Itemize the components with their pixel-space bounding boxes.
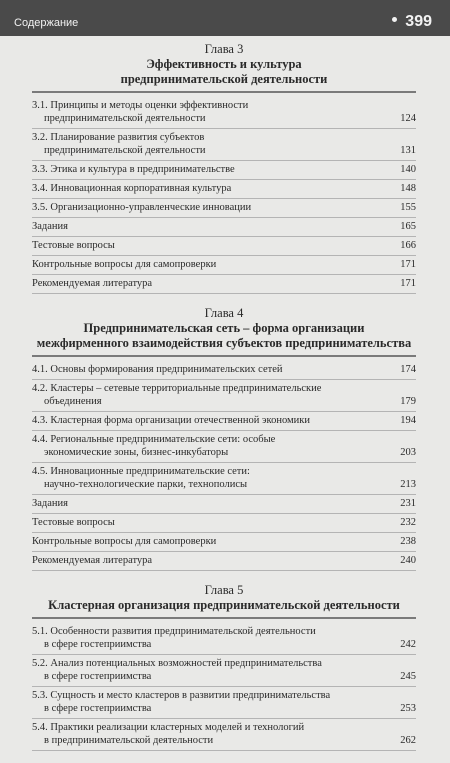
toc-entry — [32, 218, 416, 237]
toc-page-number: 171 — [400, 259, 416, 270]
toc-entry — [32, 97, 416, 129]
chapter-heading — [32, 42, 416, 87]
toc-page-number: 213 — [400, 479, 416, 490]
chapter-label: Глава 4 — [204, 306, 244, 320]
toc-page-number: 171 — [400, 278, 416, 289]
toc-page-number: 179 — [400, 396, 416, 407]
running-header — [0, 0, 450, 36]
toc-entry — [32, 463, 416, 495]
page-number: 399 — [392, 13, 432, 31]
toc-page-number: 124 — [400, 113, 416, 124]
chapter-title: Кластерная организация предпринимательской деятельности — [48, 598, 400, 612]
toc-entry-title: 4.4. Региональные предпринимательские сети: особые экономические зоны, бизнес-инкубаторы — [32, 434, 276, 458]
toc-entry — [32, 161, 416, 180]
toc-entry-title: 3.4. Инновационная корпоративная культура — [32, 183, 232, 194]
toc-page-number: 165 — [400, 221, 416, 232]
toc-entry — [32, 655, 416, 687]
toc-entry-title: 3.1. Принципы и методы оценки эффективности предпринимательской деятельности — [32, 100, 249, 124]
toc-page-number: 238 — [400, 536, 416, 547]
toc-entry-title: 4.2. Кластеры – сетевые территориальные предпринимательские объединения — [32, 383, 322, 407]
chapter-rule — [32, 355, 416, 357]
toc-page-number: 245 — [400, 671, 416, 682]
toc-entry — [32, 275, 416, 294]
toc-entry — [32, 687, 416, 719]
toc-page-number: 131 — [400, 145, 416, 156]
toc-entry-title: 3.3. Этика и культура в предпринимательстве — [32, 164, 235, 175]
toc-page-number: 232 — [400, 517, 416, 528]
chapter-heading — [32, 583, 416, 613]
toc-entry-title: 3.2. Планирование развития субъектов предпринимательской деятельности — [32, 132, 206, 156]
toc-entry — [32, 623, 416, 655]
toc-entry-title: 4.1. Основы формирования предпринимательских сетей — [32, 364, 283, 375]
toc-entry — [32, 533, 416, 552]
chapter-label: Глава 5 — [204, 583, 244, 597]
toc-entry-title: 5.3. Сущность и место кластеров в развитии предпринимательства в сфере гостеприимства — [32, 690, 331, 714]
toc-page-number: 240 — [400, 555, 416, 566]
toc-entry — [32, 180, 416, 199]
chapter-section — [32, 42, 416, 294]
toc-entry-title: 5.1. Особенности развития предпринимательской деятельности в сфере гостеприимства — [32, 626, 316, 650]
toc-entry-title: Контрольные вопросы для самопроверки — [32, 536, 217, 547]
toc-page-number: 166 — [400, 240, 416, 251]
toc-page-number: 262 — [400, 735, 416, 746]
chapter-title: Предпринимательская сеть – форма организации — [83, 321, 365, 335]
toc-entry — [32, 361, 416, 380]
table-of-contents — [32, 42, 416, 763]
chapter-title: Эффективность и культура — [146, 57, 302, 71]
toc-entry — [32, 237, 416, 256]
toc-entry-title: Задания — [32, 221, 68, 232]
toc-entry-title: Тестовые вопросы — [32, 240, 115, 251]
toc-entry — [32, 199, 416, 218]
toc-page-number: 174 — [400, 364, 416, 375]
toc-page-number: 148 — [400, 183, 416, 194]
chapter-heading — [32, 306, 416, 351]
toc-entry-title: 4.3. Кластерная форма организации отечественной экономики — [32, 415, 310, 426]
toc-entry-title: 4.5. Инновационные предпринимательские сети: научно-технологические парки, технополисы — [32, 466, 250, 490]
toc-entry — [32, 495, 416, 514]
toc-entry-title: Контрольные вопросы для самопроверки — [32, 259, 217, 270]
chapter-title: предпринимательской деятельности — [120, 72, 328, 86]
bullet-dot-icon — [392, 17, 397, 22]
toc-entry — [32, 412, 416, 431]
toc-entry-title: 3.5. Организационно-управленческие инновации — [32, 202, 252, 213]
toc-entry-title: 5.4. Практики реализации кластерных моделей и технологий в предпринимательской деятельности — [32, 722, 305, 746]
toc-entry — [32, 719, 416, 751]
toc-entry-title: Задания — [32, 498, 68, 509]
toc-entry — [32, 514, 416, 533]
chapter-title: межфирменного взаимодействия субъектов предпринимательства — [36, 336, 412, 350]
toc-page-number: 140 — [400, 164, 416, 175]
chapter-rule — [32, 617, 416, 619]
toc-entry-title: 5.2. Анализ потенциальных возможностей предпринимательства в сфере гостеприимства — [32, 658, 322, 682]
toc-page-number: 253 — [400, 703, 416, 714]
chapter-section — [32, 583, 416, 751]
toc-page-number: 231 — [400, 498, 416, 509]
chapter-label: Глава 3 — [204, 42, 244, 56]
chapter-section — [32, 306, 416, 571]
toc-entry — [32, 552, 416, 571]
toc-entry-title: Рекомендуемая литература — [32, 555, 153, 566]
toc-page-number: 155 — [400, 202, 416, 213]
toc-entry-title: Рекомендуемая литература — [32, 278, 153, 289]
toc-entry — [32, 256, 416, 275]
toc-page-number: 242 — [400, 639, 416, 650]
toc-entry-title: Тестовые вопросы — [32, 517, 115, 528]
toc-page-number: 203 — [400, 447, 416, 458]
toc-entry — [32, 431, 416, 463]
chapter-rule — [32, 91, 416, 93]
toc-entry — [32, 380, 416, 412]
toc-entry — [32, 129, 416, 161]
toc-page-number: 194 — [400, 415, 416, 426]
running-title: Содержание — [14, 17, 79, 29]
